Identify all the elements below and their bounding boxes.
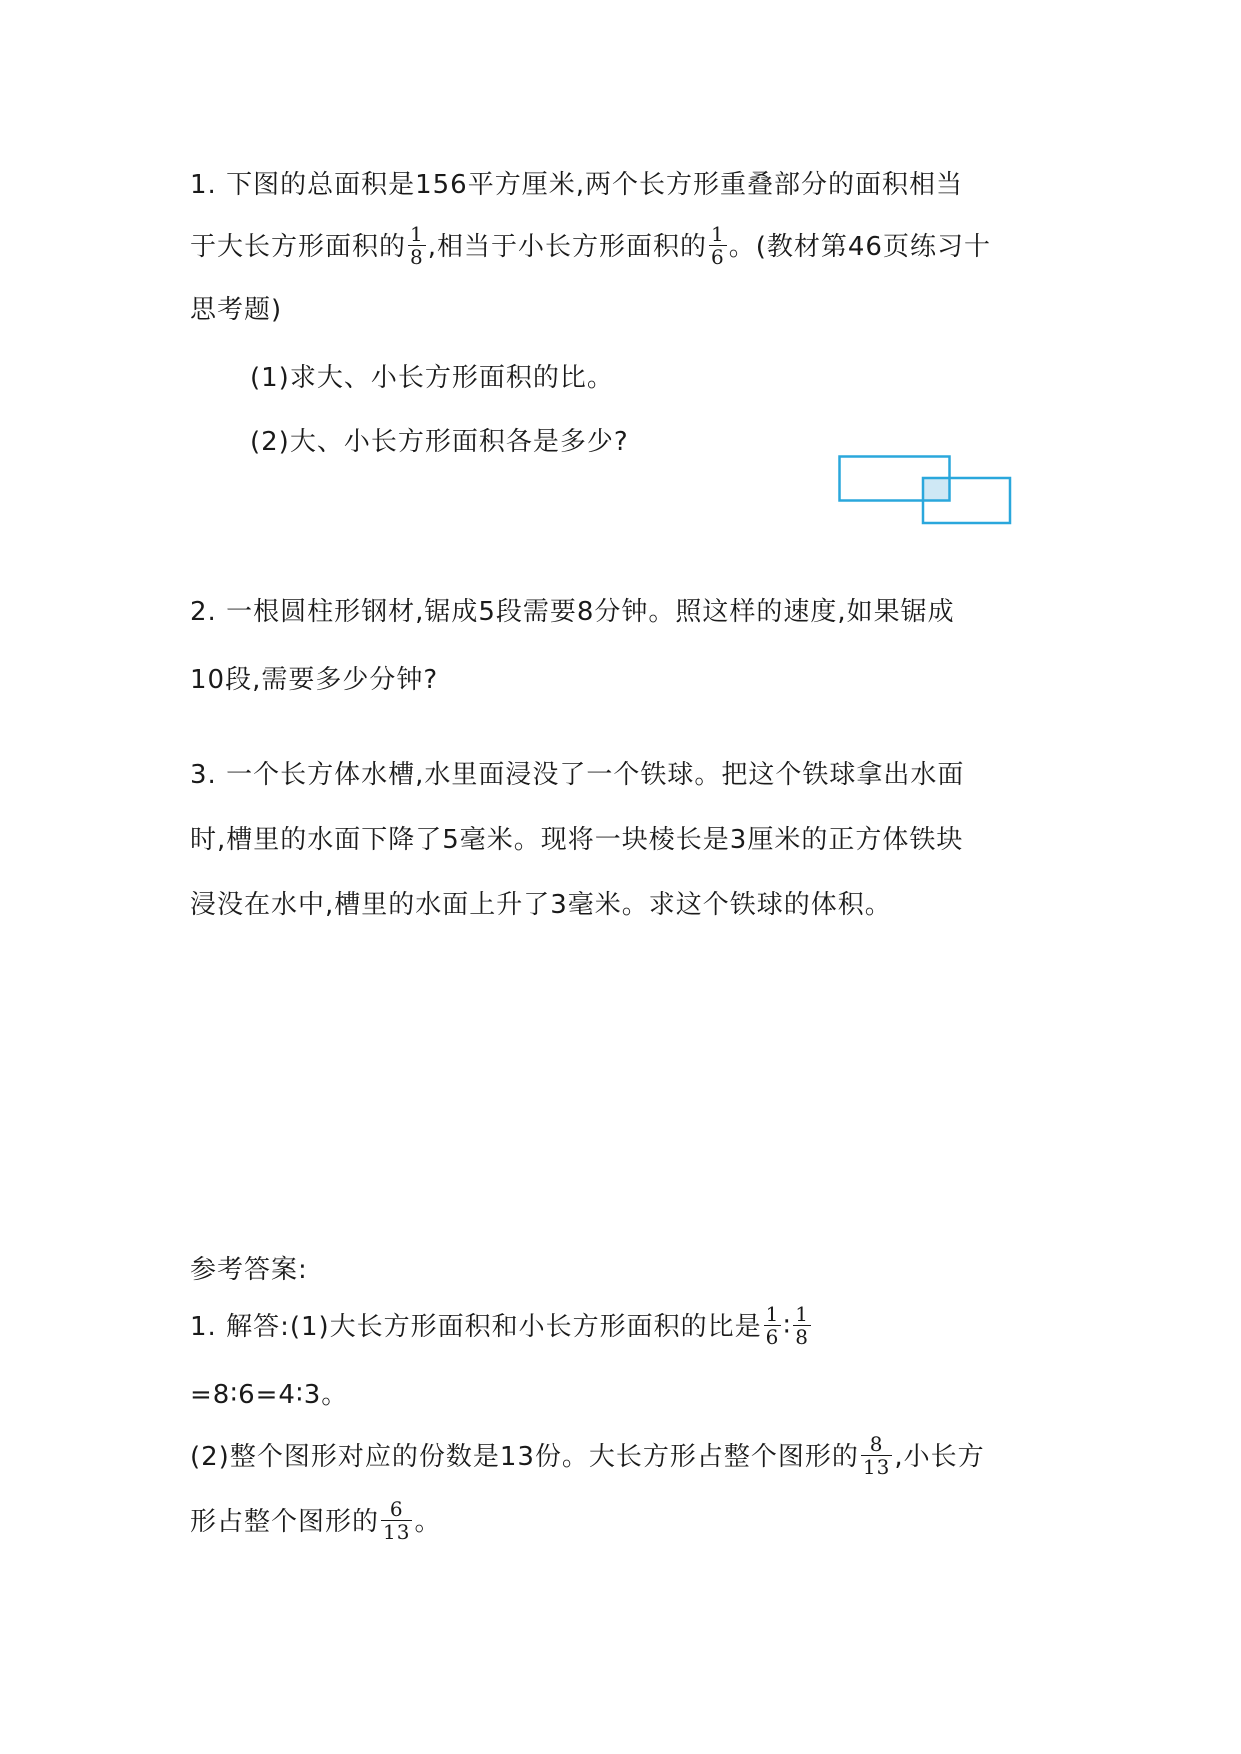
q1-line2 bbox=[190, 222, 991, 270]
answer2-text-a: (2)整个图形对应的份数是13份。大长方形占整个图形的 bbox=[190, 1442, 859, 1472]
q2-line2: 10段,需要多少分钟? bbox=[190, 665, 439, 695]
ratio-colon: ∶ bbox=[783, 1312, 792, 1342]
fraction-numerator: 1 bbox=[765, 1302, 780, 1326]
q1-line2-text-b: ,相当于小长方形面积的 bbox=[427, 232, 708, 262]
fraction-numerator: 1 bbox=[711, 222, 725, 246]
fraction-numerator: 6 bbox=[389, 1497, 404, 1521]
q1-line2-text-c: 。(教材第46页练习十 bbox=[728, 232, 991, 262]
q1-sub1: (1)求大、小长方形面积的比。 bbox=[250, 363, 614, 393]
fraction-denominator: 8 bbox=[795, 1325, 809, 1349]
fraction-six-thirteenths bbox=[381, 1498, 412, 1543]
answer1-line1 bbox=[190, 1302, 813, 1350]
answer2-line2-text-b: 。 bbox=[414, 1507, 442, 1537]
q1-line3: 思考题) bbox=[190, 295, 283, 325]
answer2-line2-text-a: 形占整个图形的 bbox=[190, 1507, 380, 1537]
fraction-denominator: 8 bbox=[410, 245, 424, 269]
q2-line1: 2. 一根圆柱形钢材,锯成5段需要8分钟。照这样的速度,如果锯成 bbox=[190, 597, 955, 627]
fraction-one-eighth bbox=[793, 1303, 811, 1348]
answer2-line2 bbox=[190, 1497, 442, 1545]
q3-line3: 浸没在水中,槽里的水面上升了3毫米。求这个铁球的体积。 bbox=[190, 890, 892, 920]
q1-line1: 1. 下图的总面积是156平方厘米,两个长方形重叠部分的面积相当 bbox=[190, 170, 963, 200]
fraction-numerator: 8 bbox=[869, 1432, 884, 1456]
answer2-text-b: ,小长方 bbox=[894, 1442, 985, 1472]
fraction-numerator: 1 bbox=[795, 1302, 809, 1326]
fraction-denominator: 13 bbox=[383, 1520, 411, 1544]
q3-line2: 时,槽里的水面下降了5毫米。现将一块棱长是3厘米的正方体铁块 bbox=[190, 825, 964, 855]
fraction-denominator: 13 bbox=[862, 1455, 891, 1479]
q1-sub2: (2)大、小长方形面积各是多少? bbox=[250, 427, 629, 457]
fraction-one-eighth bbox=[408, 223, 426, 268]
answer2-line1 bbox=[190, 1432, 985, 1480]
overlap-region bbox=[923, 478, 950, 500]
fraction-eight-thirteenths bbox=[861, 1433, 892, 1478]
fraction-numerator: 1 bbox=[410, 222, 424, 246]
q1-line2-text-a: 于大长方形面积的 bbox=[190, 232, 407, 262]
fraction-one-sixth bbox=[709, 223, 727, 268]
fraction-denominator: 6 bbox=[711, 245, 725, 269]
answer1-line2: =8∶6=4∶3。 bbox=[190, 1380, 349, 1410]
overlapping-rectangles-diagram bbox=[838, 455, 1018, 527]
answer1-text: 1. 解答:(1)大长方形面积和小长方形面积的比是 bbox=[190, 1312, 762, 1342]
fraction-denominator: 6 bbox=[765, 1325, 780, 1349]
q3-line1: 3. 一个长方体水槽,水里面浸没了一个铁球。把这个铁球拿出水面 bbox=[190, 760, 965, 790]
fraction-one-sixth bbox=[764, 1303, 782, 1348]
answers-heading: 参考答案: bbox=[190, 1255, 308, 1285]
